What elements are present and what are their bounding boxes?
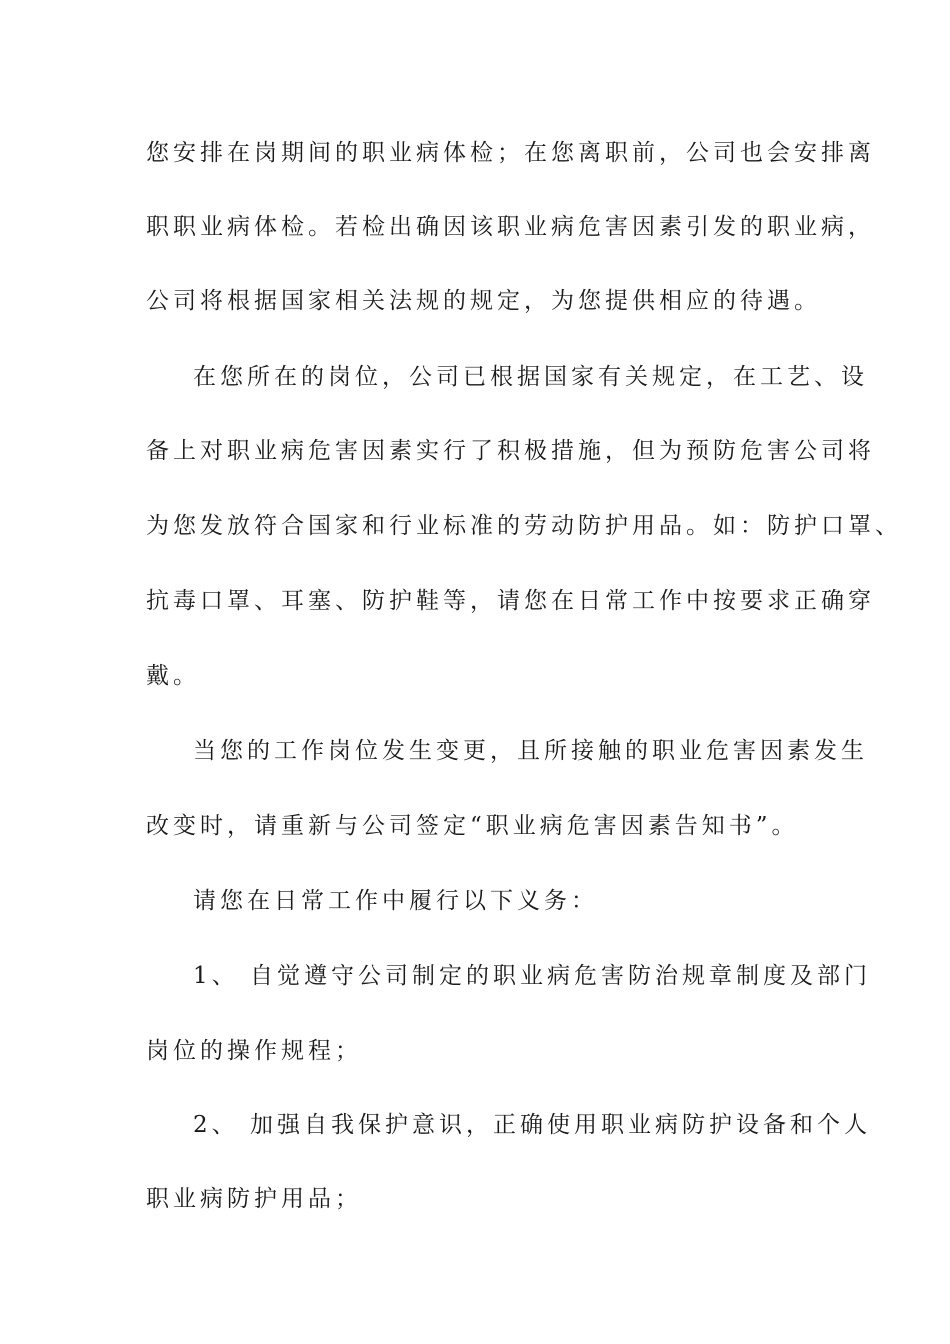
text-line-4: 在您所在的岗位，公司已根据国家有关规定，在工艺、设 bbox=[193, 364, 868, 390]
text-line-9: 当您的工作岗位发生变更，且所接触的职业危害因素发生 bbox=[193, 738, 868, 764]
text-line-7: 抗毒口罩、耳塞、防护鞋等，请您在日常工作中按要求正确穿 bbox=[146, 588, 875, 614]
text-line-12: 1、 自觉遵守公司制定的职业病危害防治规章制度及部门 bbox=[193, 963, 871, 989]
text-line-8: 戴。 bbox=[146, 663, 200, 689]
text-line-1: 您安排在岗期间的职业病体检；在您离职前，公司也会安排离 bbox=[146, 140, 875, 166]
text-line-15: 职业病防护用品； bbox=[146, 1186, 362, 1212]
text-line-3: 公司将根据国家相关法规的规定，为您提供相应的待遇。 bbox=[146, 288, 821, 314]
text-line-10: 改变时，请重新与公司签定“职业病危害因素告知书”。 bbox=[146, 813, 799, 839]
text-line-14: 2、 加强自我保护意识，正确使用职业病防护设备和个人 bbox=[193, 1112, 871, 1138]
text-line-2: 职职业病体检。若检出确因该职业病危害因素引发的职业病， bbox=[146, 214, 875, 240]
text-line-6: 为您发放符合国家和行业标准的劳动防护用品。如：防护口罩、 bbox=[146, 513, 902, 539]
text-line-13: 岗位的操作规程； bbox=[146, 1038, 362, 1064]
text-line-5: 备上对职业病危害因素实行了积极措施，但为预防危害公司将 bbox=[146, 438, 875, 464]
text-line-11: 请您在日常工作中履行以下义务： bbox=[193, 888, 598, 914]
